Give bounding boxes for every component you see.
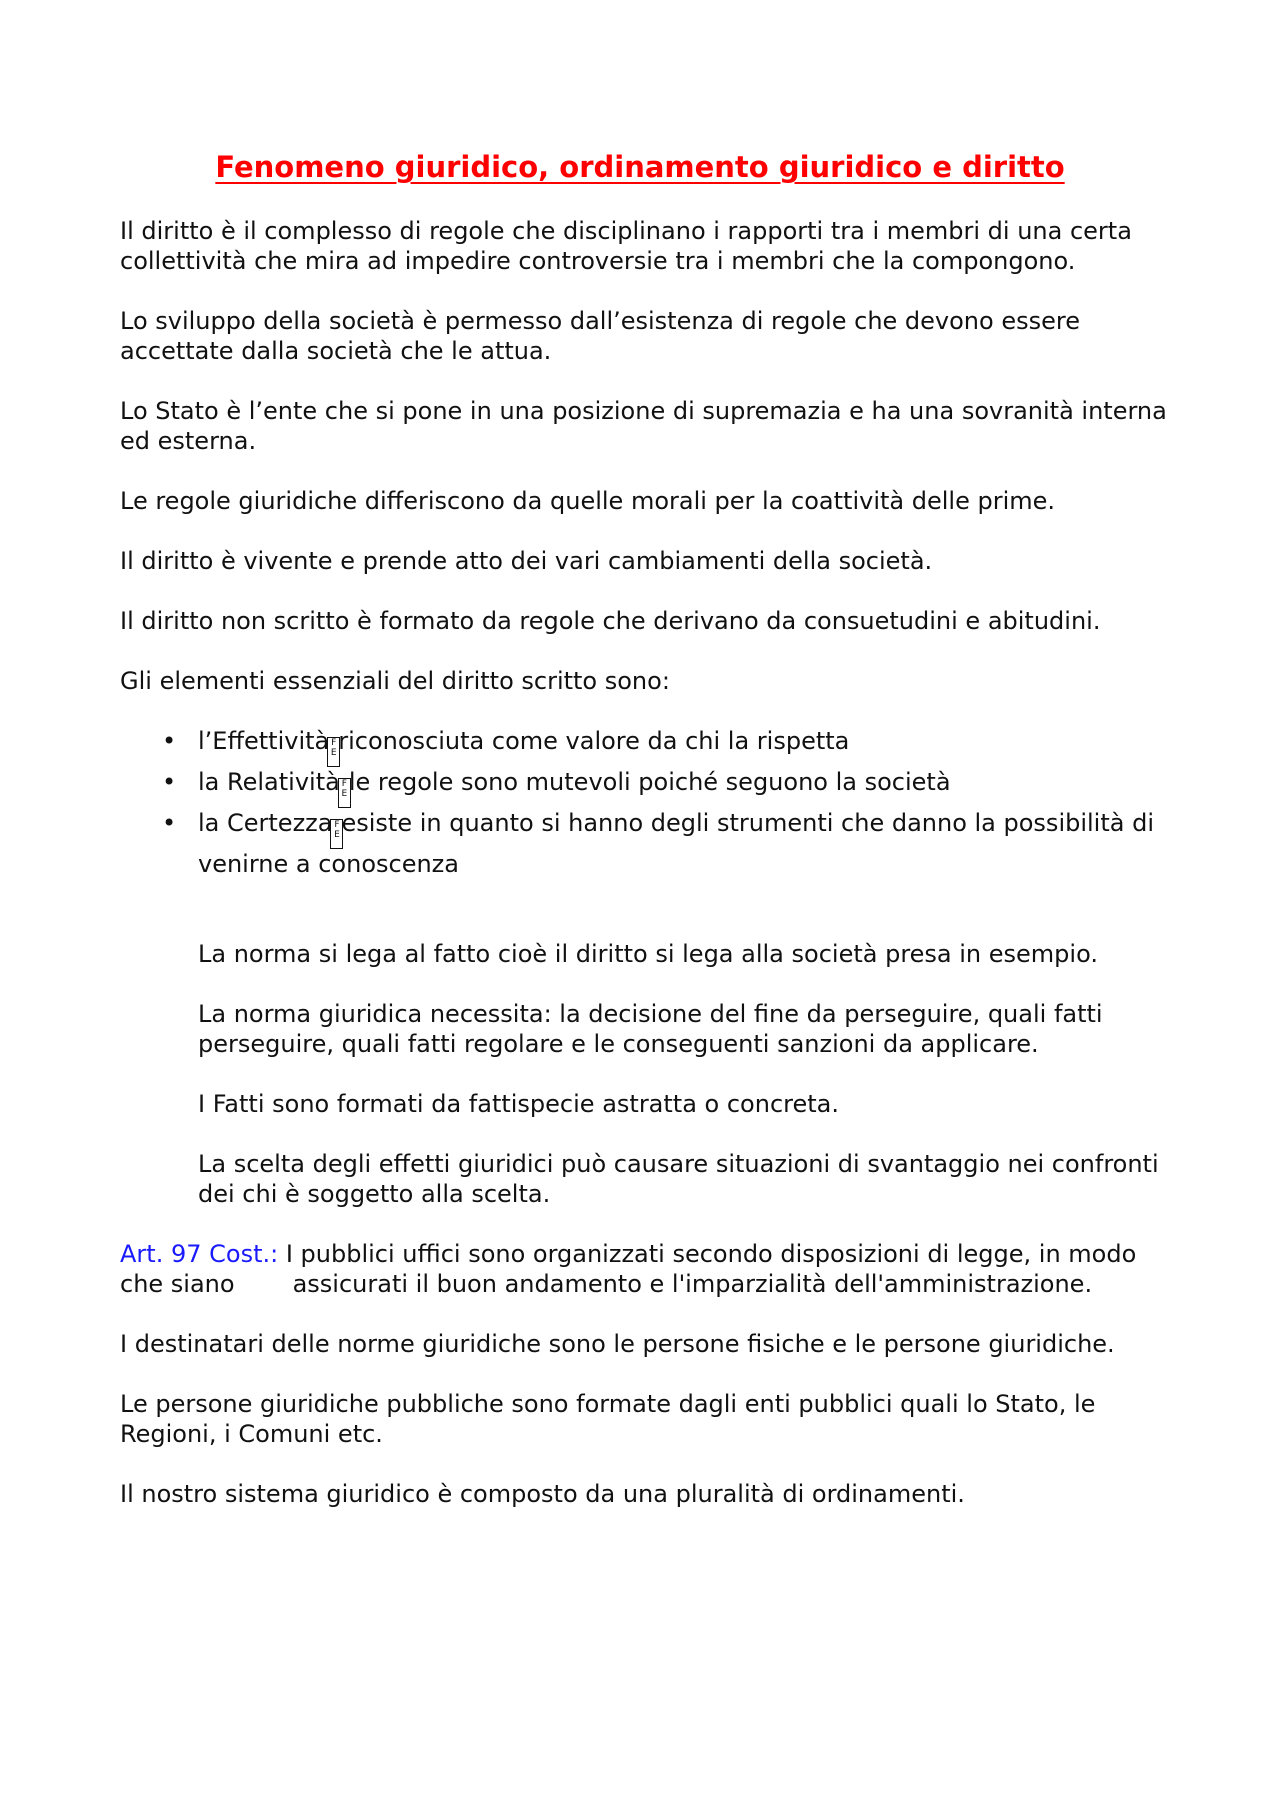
document-body <box>120 216 1180 1539</box>
indented-section <box>120 939 1180 1209</box>
page-title: Fenomeno giuridico, ordinamento giuridico e diritto <box>215 150 1065 184</box>
article-text-b: assicurati il buon andamento e l'imparzialità dell'amministrazione. <box>292 1270 1093 1298</box>
paragraph-destinatari: I destinatari delle norme giuridiche sono le persone fisiche e le persone giuridiche. <box>120 1330 1115 1358</box>
paragraph-persone-pubbliche: Le persone giuridiche pubbliche sono formate dagli enti pubblici quali lo Stato, le Regioni, i Comuni etc. <box>120 1390 1096 1448</box>
bullet-term: la Relatività <box>198 768 340 796</box>
paragraph-sviluppo: Lo sviluppo della società è permesso dall’esistenza di regole che devono essere accettate dalla società che le attua. <box>120 307 1080 365</box>
article-reference: Art. 97 Cost.: <box>120 1240 279 1268</box>
missing-glyph-icon: F E <box>338 778 351 808</box>
paragraph-norma-giuridica: La norma giuridica necessita: la decisione del fine da perseguire, quali fatti perseguire, quali fatti regolare e le conseguenti sanzioni da applicare. <box>198 1000 1103 1058</box>
paragraph-regole: Le regole giuridiche differiscono da quelle morali per la coattività delle prime. <box>120 487 1056 515</box>
list-item <box>198 726 1180 767</box>
paragraph-stato: Lo Stato è l’ente che si pone in una posizione di supremazia e ha una sovranità interna ed esterna. <box>120 397 1167 455</box>
paragraph-norma-fatto: La norma si lega al fatto cioè il diritto si lega alla società presa in esempio. <box>198 940 1098 968</box>
bullet-term: la Certezza <box>198 809 333 837</box>
article-text-a: I pubblici uffici sono organizzati secondo disposizioni di legge, in modo che siano <box>120 1240 1137 1298</box>
paragraph-diritto: Il diritto è il complesso di regole che disciplinano i rapporti tra i membri di una certa collettività che mira ad impedire controversie tra i membri che la compongono. <box>120 217 1132 275</box>
bullet-term: l’Effettività <box>198 727 330 755</box>
paragraph-elementi: Gli elementi essenziali del diritto scritto sono: <box>120 667 670 695</box>
paragraph-fatti: I Fatti sono formati da fattispecie astratta o concreta. <box>198 1090 839 1118</box>
paragraph-effetti: La scelta degli effetti giuridici può causare situazioni di svantaggio nei confronti dei chi è soggetto alla scelta. <box>198 1150 1159 1208</box>
elements-list <box>120 726 1180 879</box>
bullet-text: le regole sono mutevoli poiché seguono la società <box>348 768 951 796</box>
missing-glyph-icon: F E <box>327 737 340 767</box>
paragraph-sistema: Il nostro sistema giuridico è composto da una pluralità di ordinamenti. <box>120 1480 965 1508</box>
list-item <box>198 767 1180 808</box>
list-item <box>198 808 1180 879</box>
paragraph-vivente: Il diritto è vivente e prende atto dei vari cambiamenti della società. <box>120 547 933 575</box>
bullet-text: riconosciuta come valore da chi la rispetta <box>338 727 850 755</box>
article-paragraph <box>120 1239 1180 1299</box>
missing-glyph-icon: F E <box>330 819 343 849</box>
bullet-text: esiste in quanto si hanno degli strumenti che danno la possibilità di venirne a conoscenza <box>198 809 1154 878</box>
paragraph-non-scritto: Il diritto non scritto è formato da regole che derivano da consuetudini e abitudini. <box>120 607 1101 635</box>
